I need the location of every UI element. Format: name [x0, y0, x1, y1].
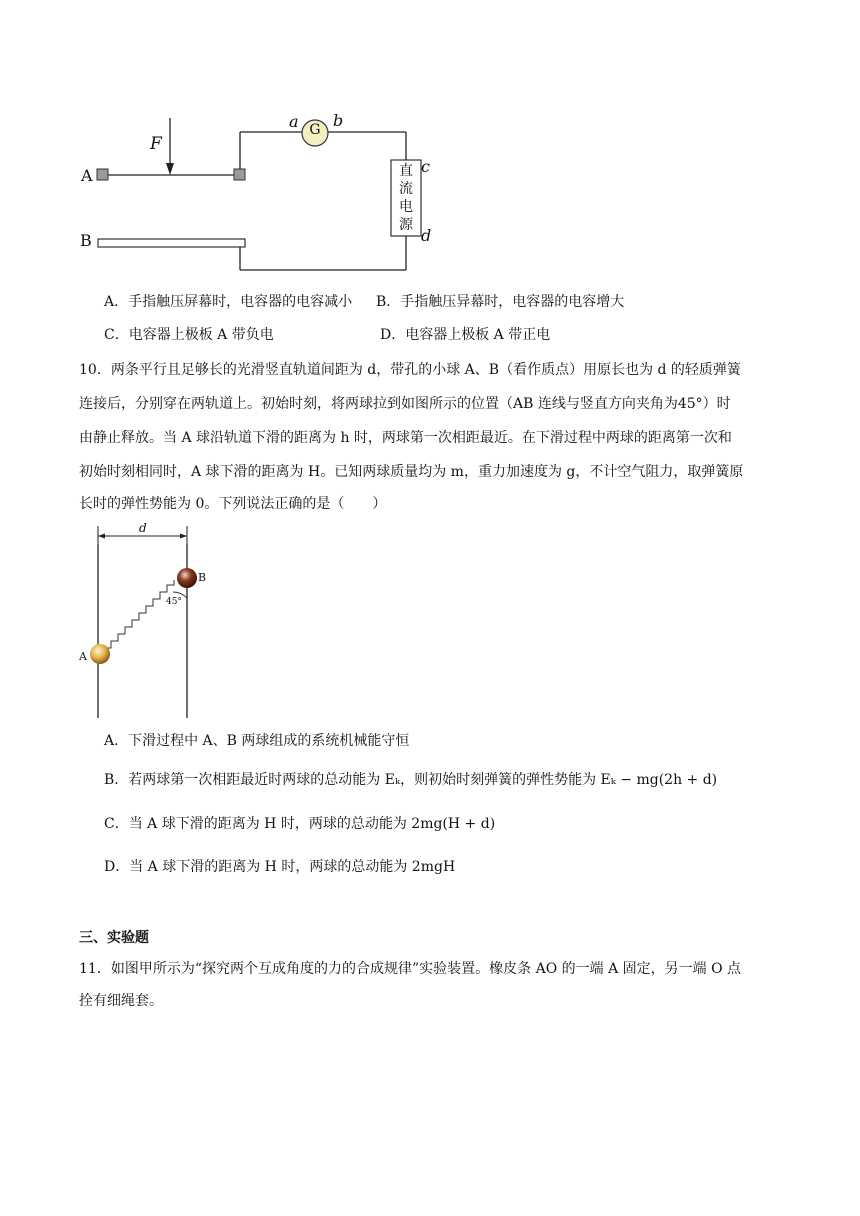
q10-stem-line: 10．两条平行且足够长的光滑竖直轨道间距为 d，带孔的小球 A、B（看作质点）用原长也为 d 的轻质弹簧 — [79, 362, 741, 378]
plate-b-label: B — [80, 231, 92, 250]
plate-b — [98, 239, 245, 247]
q9-option-c: C．电容器上极板 A 带负电 — [104, 327, 274, 343]
q10-option-d: D．当 A 球下滑的距离为 H 时，两球的总动能为 2mgH — [104, 859, 456, 875]
q10-option-a: A．下滑过程中 A、B 两球组成的系统机械能守恒 — [104, 733, 410, 749]
spring — [104, 580, 174, 648]
node-b-label: b — [333, 111, 344, 130]
section-heading: 三、实验题 — [79, 930, 149, 946]
q10-stem-line: 初始时刻相同时，A 球下滑的距离为 H。已知两球质量均为 m，重力加速度为 g，不计空气阻力，取弹簧原 — [79, 464, 744, 480]
q10-stem-line: 连接后，分别穿在两轨道上。初始时刻，将两球拉到如图所示的位置（AB 连线与竖直方向夹角为45°）时 — [79, 396, 731, 412]
q11-stem-line: 11．如图甲所示为“探究两个互成角度的力的合成规律”实验装置。橡皮条 AO 的一端 A 固定，另一端 O 点 — [79, 961, 742, 977]
plate-a-label: A — [81, 166, 93, 185]
galvanometer-label: G — [309, 122, 321, 138]
terminal-right — [234, 169, 245, 180]
node-c-label: c — [421, 157, 430, 176]
q9-option-a: A．手指触压屏幕时，电容器的电容减小 — [104, 294, 353, 310]
dc-source-char: 流 — [399, 181, 413, 197]
node-a-label: a — [289, 112, 299, 131]
dc-source-char: 源 — [399, 217, 413, 233]
dc-source-label — [391, 162, 421, 234]
ball-b-label: B — [198, 571, 207, 584]
q10-option-c: C．当 A 球下滑的距离为 H 时，两球的总动能为 2mg(H + d) — [104, 816, 496, 832]
q9-option-d: D．电容器上极板 A 带正电 — [380, 327, 551, 343]
q9-option-b: B．手指触压异幕时，电容器的电容增大 — [376, 294, 625, 310]
rails-spring-figure — [80, 518, 220, 723]
q10-stem-line: 长时的弹性势能为 0。下列说法正确的是（ ） — [79, 496, 387, 512]
ball-b-icon — [177, 568, 197, 588]
ball-a-icon — [90, 644, 110, 664]
q11-stem-line: 拴有细绳套。 — [79, 993, 163, 1009]
node-d-label: d — [421, 226, 432, 245]
q10-stem-line: 由静止释放。当 A 球沿轨道下滑的距离为 h 时，两球第一次相距最近。在下滑过程中两球的距离第一次和 — [79, 430, 732, 446]
angle-label: 45° — [166, 597, 182, 607]
ball-a-label: A — [79, 650, 87, 663]
rail-distance-label: d — [139, 521, 147, 535]
q10-option-b: B．若两球第一次相距最近时两球的总动能为 Eₖ，则初始时刻弹簧的弹性势能为 Eₖ − mg(2h + d) — [104, 772, 718, 788]
dc-source-char: 直 — [399, 163, 413, 179]
dc-source-char: 电 — [399, 199, 413, 215]
terminal-a — [97, 169, 108, 180]
force-label: F — [150, 134, 162, 154]
